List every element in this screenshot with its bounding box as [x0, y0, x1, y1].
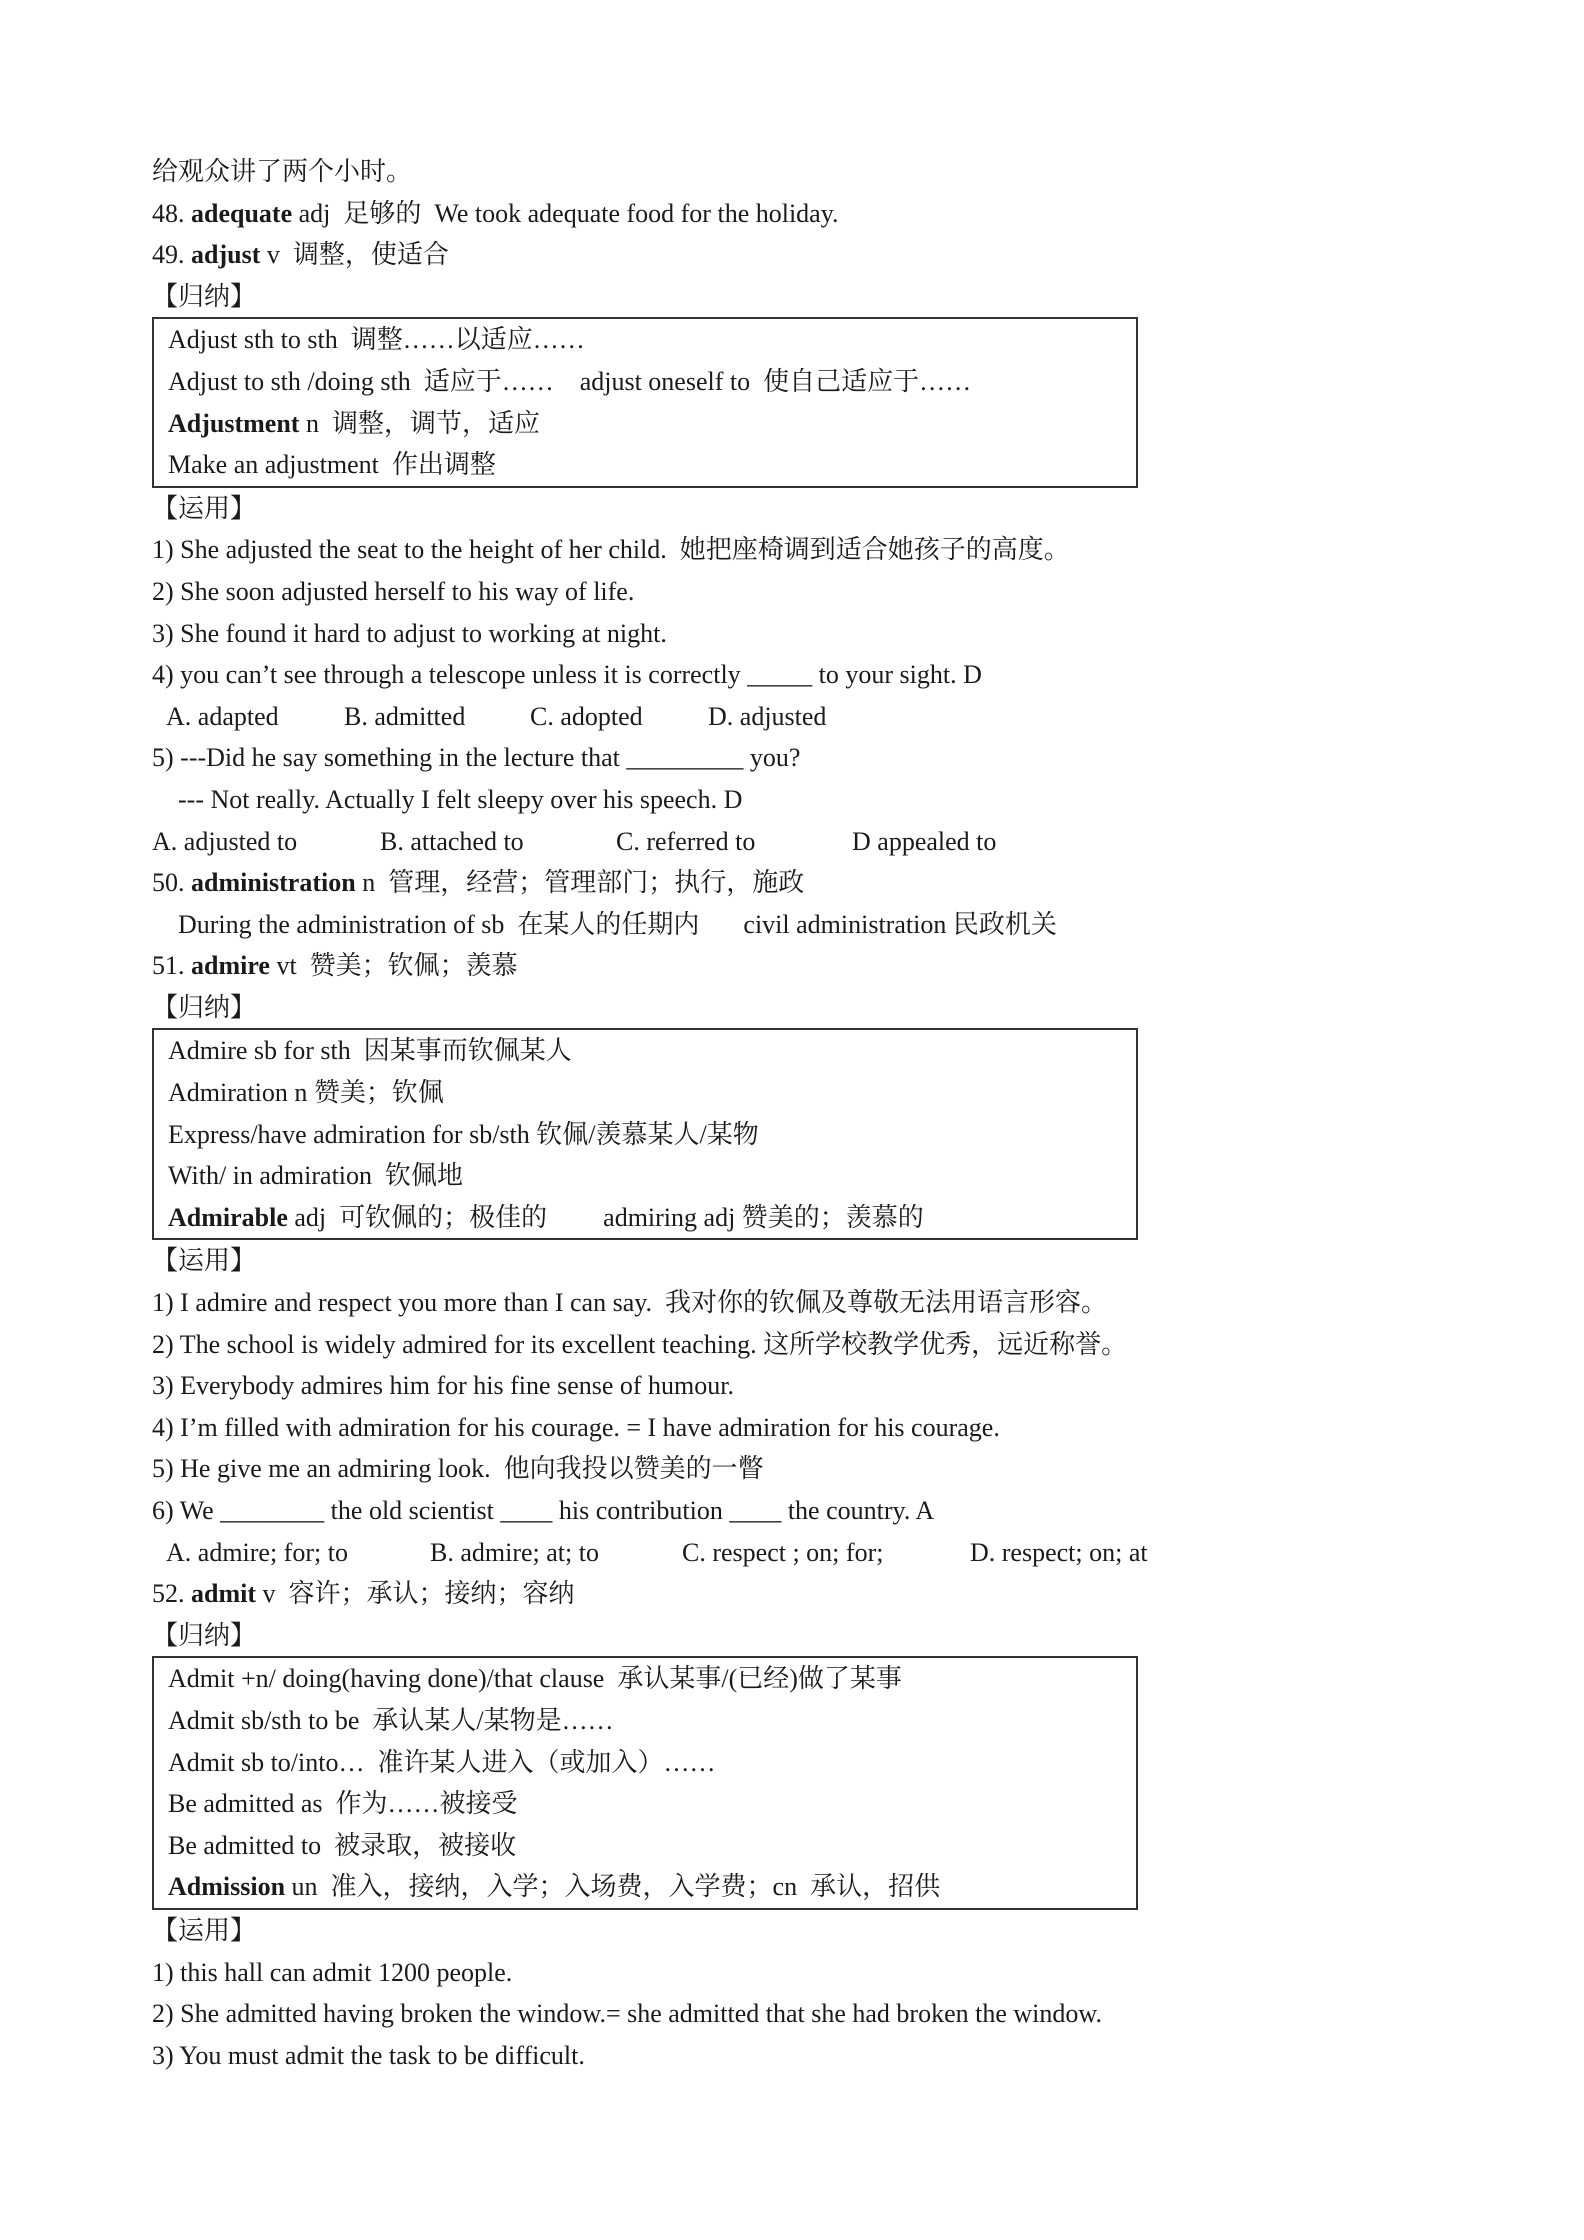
- summary-box-adjust: [152, 317, 1138, 487]
- box-line: Be admitted as 作为……被接受: [168, 1789, 518, 1819]
- exercise-question: 6) We ________ the old scientist ____ his contribution ____ the country. A: [152, 1496, 935, 1525]
- section-heading-summary: 【归纳】: [152, 1620, 257, 1650]
- box-line: Admit +n/ doing(having done)/that clause 承认某事/(已经)做了某事: [168, 1664, 902, 1694]
- option-c: C. adopted: [530, 701, 643, 731]
- option-b: B. attached to: [380, 826, 524, 856]
- example-sentence: 5) He give me an admiring look. 他向我投以赞美的一瞥: [152, 1454, 764, 1484]
- entry-headword: admire: [191, 951, 270, 981]
- option-b: B. admire; at; to: [430, 1537, 599, 1567]
- option-d: D appealed to: [852, 826, 997, 856]
- example-sentence: 4) I’m filled with admiration for his courage. = I have admiration for his courage.: [152, 1412, 1000, 1442]
- box-phrase: adjust oneself to 使自己适应于……: [579, 366, 972, 396]
- example-sentence: 1) I admire and respect you more than I can say. 我对你的钦佩及尊敬无法用语言形容。: [152, 1288, 1108, 1318]
- entry-52: [152, 1573, 1452, 1615]
- entry-definition: v 容许；承认；接纳；容纳: [256, 1579, 575, 1609]
- entry-49: [152, 234, 1452, 276]
- entry-definition: n 管理，经营；管理部门；执行，施政: [355, 868, 805, 898]
- summary-box-admit: [152, 1656, 1138, 1910]
- box-line: Express/have admiration for sb/sth 钦佩/羡慕某人/某物: [168, 1119, 759, 1149]
- entry-headword: admit: [191, 1579, 256, 1609]
- box-line: Admit sb/sth to be 承认某人/某物是……: [168, 1705, 614, 1735]
- entry-48: [152, 193, 1452, 235]
- option-a: A. adjusted to: [152, 826, 298, 856]
- entry-definition: v 调整，使适合: [260, 240, 449, 270]
- box-line: Admit sb to/into… 准许某人进入（或加入）……: [168, 1747, 716, 1777]
- box-line: Make an adjustment 作出调整: [168, 450, 496, 480]
- entry-headword: adjust: [191, 240, 261, 270]
- option-c: C. referred to: [616, 826, 756, 856]
- entry-number: 48.: [152, 198, 185, 228]
- box-line: [168, 403, 1136, 445]
- box-line: [168, 1866, 1136, 1908]
- exercise-options: [152, 1532, 1452, 1574]
- option-c: C. respect ; on; for;: [682, 1537, 884, 1567]
- phrase: During the administration of sb 在某人的任期内: [178, 909, 700, 939]
- example-sentence: 2) She admitted having broken the window.= she admitted that she had broken the window.: [152, 1999, 1102, 2029]
- box-line: Be admitted to 被录取，被接收: [168, 1830, 517, 1860]
- box-line: Adjust sth to sth 调整……以适应……: [168, 325, 585, 355]
- entry-definition: vt 赞美；钦佩；羡慕: [269, 951, 518, 981]
- box-phrase: un 准入，接纳，入学；入场费，入学费；cn 承认，招供: [285, 1872, 941, 1902]
- entry-number: 52.: [152, 1579, 185, 1609]
- example-sentence: 3) Everybody admires him for his fine sense of humour.: [152, 1371, 734, 1401]
- box-phrase: Adjust to sth /doing sth 适应于……: [168, 366, 554, 396]
- option-d: D. adjusted: [708, 701, 827, 731]
- box-line: With/ in admiration 钦佩地: [168, 1161, 464, 1191]
- section-heading-usage: 【运用】: [152, 1246, 257, 1276]
- example-sentence: 1) this hall can admit 1200 people.: [152, 1957, 513, 1987]
- entry-51: [152, 945, 1452, 987]
- box-line: [168, 361, 1136, 403]
- phrase-line: [152, 904, 1452, 946]
- entry-number: 50.: [152, 868, 185, 898]
- entry-number: 49.: [152, 240, 185, 270]
- section-heading-summary: 【归纳】: [152, 992, 257, 1022]
- example-sentence: 3) You must admit the task to be difficult.: [152, 2040, 585, 2070]
- box-headword: Admirable: [168, 1202, 288, 1232]
- entry-headword: administration: [191, 868, 356, 898]
- section-heading-usage: 【运用】: [152, 1915, 257, 1945]
- summary-box-admire: [152, 1028, 1138, 1240]
- option-d: D. respect; on; at: [970, 1537, 1148, 1567]
- example-sentence: 2) She soon adjusted herself to his way of life.: [152, 576, 635, 606]
- exercise-dialogue: --- Not really. Actually I felt sleepy over his speech. D: [178, 784, 743, 814]
- option-b: B. admitted: [344, 701, 466, 731]
- box-phrase: adj 可钦佩的；极佳的: [287, 1202, 548, 1232]
- document-page: [152, 151, 1452, 2076]
- exercise-options: [152, 821, 1452, 863]
- entry-number: 51.: [152, 951, 185, 981]
- box-headword: Adjustment: [168, 408, 300, 438]
- phrase: civil administration 民政机关: [743, 909, 1057, 939]
- box-phrase: admiring adj 赞美的；羡慕的: [603, 1202, 924, 1232]
- box-line: Admire sb for sth 因某事而钦佩某人: [168, 1036, 572, 1066]
- exercise-options: [152, 696, 1452, 738]
- exercise-question: 4) you can’t see through a telescope unless it is correctly _____ to your sight. D: [152, 660, 982, 690]
- entry-headword: adequate: [191, 198, 293, 228]
- section-heading-summary: 【归纳】: [152, 281, 257, 311]
- text-line: 给观众讲了两个小时。: [152, 157, 413, 186]
- example-sentence: 2) The school is widely admired for its excellent teaching. 这所学校教学优秀，远近称誉。: [152, 1329, 1128, 1359]
- example-sentence: 1) She adjusted the seat to the height of her child. 她把座椅调到适合她孩子的高度。: [152, 535, 1070, 565]
- option-a: A. adapted: [166, 701, 279, 731]
- entry-50: [152, 862, 1452, 904]
- box-line: Admiration n 赞美；钦佩: [168, 1078, 444, 1108]
- box-headword: Admission: [168, 1872, 286, 1902]
- option-a: A. admire; for; to: [166, 1537, 348, 1567]
- box-line: [168, 1197, 1136, 1239]
- exercise-question: 5) ---Did he say something in the lecture that _________ you?: [152, 743, 801, 773]
- section-heading-usage: 【运用】: [152, 493, 257, 523]
- box-phrase: n 调整，调节，适应: [299, 408, 540, 438]
- entry-definition: adj 足够的 We took adequate food for the holiday.: [292, 198, 839, 228]
- example-sentence: 3) She found it hard to adjust to working at night.: [152, 618, 667, 648]
